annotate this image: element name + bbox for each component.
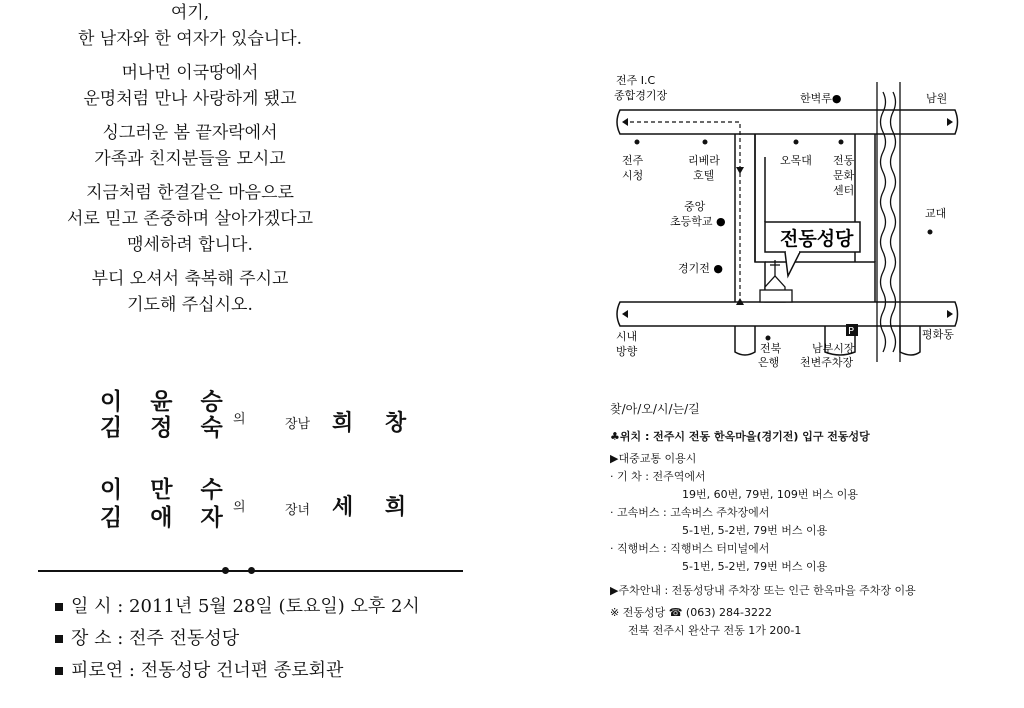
label-namwon: 남원 [926, 92, 948, 105]
date-value: 2011년 5월 28일 (토요일) 오후 2시 [129, 596, 420, 617]
train-buses: 19번, 60번, 79번, 109번 버스 이용 [682, 488, 858, 501]
label-riviera-1: 리베라 [688, 154, 720, 167]
square-bullet-icon [55, 603, 63, 611]
poem-line: 머나먼 이국땅에서 [121, 63, 259, 83]
poem-line: 지금처럼 한결같은 마음으로 [86, 183, 294, 203]
block-outline [755, 134, 765, 302]
church-callout-text: 전동성당 [780, 228, 854, 250]
label-gyodae: 교대 [925, 207, 947, 220]
place-value: 전주 전동성당 [129, 628, 240, 649]
road-stub [735, 326, 755, 355]
label-culture-2: 문화 [833, 169, 855, 182]
groom-name: 희 창 [332, 411, 419, 436]
church-address: 전북 전주시 완산구 전동 1가 200-1 [628, 624, 802, 637]
bride-father: 이 만 수 [100, 477, 233, 503]
label-cityhall-1: 전주 [622, 154, 644, 167]
poem-line: 여기, [170, 3, 210, 23]
groom-father: 이 윤 승 [100, 389, 233, 415]
event-reception [55, 656, 343, 682]
label-gyeonggijeon: 경기전 ● [678, 262, 723, 275]
poem-line: 기도해 주십시오. [127, 295, 253, 315]
label-cityhall-2: 시청 [622, 169, 644, 182]
label-market-1: 남부시장 [812, 342, 855, 355]
bride-name: 세 희 [332, 495, 419, 520]
arrow-right-icon [947, 310, 953, 318]
arrow-right-icon [947, 118, 953, 126]
direct-buses: 5-1번, 5-2번, 79번 버스 이용 [682, 560, 828, 573]
road-bottom [617, 302, 958, 326]
parking-mark: P [848, 326, 855, 337]
poem-line: 서로 믿고 존중하며 살아가겠다고 [66, 209, 314, 229]
groom-relation: 장남 [285, 417, 311, 432]
poem-line: 운명처럼 만나 사랑하게 됐고 [83, 89, 297, 109]
road-stub [900, 326, 920, 355]
invitation-message [0, 0, 380, 318]
poem-line: 싱그러운 봄 끝자락에서 [102, 123, 278, 143]
arrow-down-icon [736, 167, 744, 174]
label-school-1: 중앙 [684, 200, 706, 213]
poem-line: 부디 오셔서 축복해 주시고 [91, 269, 289, 289]
church-phone: ※ 전동성당 ☎ (063) 284-3222 [610, 606, 772, 619]
location-line: ♣위치 : 전주시 전동 한옥마을(경기전) 입구 전동성당 [610, 430, 870, 443]
parking-info: ▶주차안내 : 전동성당내 주차장 또는 인근 한옥마을 주차장 이용 [610, 584, 916, 597]
express-line: · 고속버스 : 고속버스 주차장에서 [610, 506, 770, 519]
of-particle: 의 [233, 412, 246, 427]
groom-mother: 김 정 숙 [100, 415, 233, 441]
express-buses: 5-1번, 5-2번, 79번 버스 이용 [682, 524, 828, 537]
poem-line: 가족과 친지분들을 모시고 [94, 149, 286, 169]
place-label: 장 소 [71, 628, 112, 649]
divider-dot [248, 567, 255, 574]
label-market-2: 천변주차장 [800, 356, 854, 369]
label-hanbyeokru: 한벽루● [800, 92, 842, 105]
arrow-left-icon [622, 118, 628, 126]
river-wave [891, 92, 896, 352]
callout-pointer [785, 252, 800, 276]
square-bullet-icon [55, 635, 63, 643]
label-school-2: 초등학교 ● [670, 215, 726, 228]
bride-mother: 김 애 자 [100, 505, 233, 531]
label-culture-1: 전동 [833, 154, 855, 167]
label-bank-1: 전북 [760, 342, 782, 355]
bride-relation: 장녀 [285, 503, 311, 518]
train-line: · 기 차 : 전주역에서 [610, 470, 706, 483]
reception-label: 피로연 [71, 660, 124, 681]
river-wave [881, 92, 886, 352]
label-downtown-2: 방향 [616, 345, 638, 358]
direct-line: · 직행버스 : 직행버스 터미널에서 [610, 542, 770, 555]
reception-sep: : [128, 660, 135, 681]
label-bank-2: 은행 [758, 356, 780, 369]
poem-line: 맹세하려 합니다. [127, 235, 253, 255]
of-particle: 의 [233, 500, 246, 515]
groom-family [100, 388, 440, 448]
divider-dot [222, 567, 229, 574]
transit-header: ▶대중교통 이용시 [610, 452, 697, 465]
label-culture-3: 센터 [833, 184, 855, 197]
label-stadium: 종합경기장 [614, 89, 668, 102]
label-riviera-2: 호텔 [693, 169, 715, 182]
directions-title: 찾/아/오/시/는/길 [610, 402, 700, 416]
label-downtown-1: 시내 [616, 330, 638, 343]
date-sep: : [117, 596, 124, 617]
reception-value: 전동성당 건너편 종로회관 [140, 660, 344, 681]
poem-line: 한 남자와 한 여자가 있습니다. [77, 29, 303, 49]
event-place [55, 624, 239, 650]
arrow-left-icon [622, 310, 628, 318]
bride-family [100, 476, 440, 536]
label-pyeonghwa: 평화동 [922, 328, 954, 341]
event-date [55, 592, 420, 618]
date-label: 일 시 [71, 596, 112, 617]
square-bullet-icon [55, 667, 63, 675]
place-sep: : [117, 628, 124, 649]
label-jeonju-ic: 전주 I.C [616, 74, 656, 87]
label-omokdae: 오목대 [780, 154, 812, 167]
location-map [600, 62, 965, 382]
